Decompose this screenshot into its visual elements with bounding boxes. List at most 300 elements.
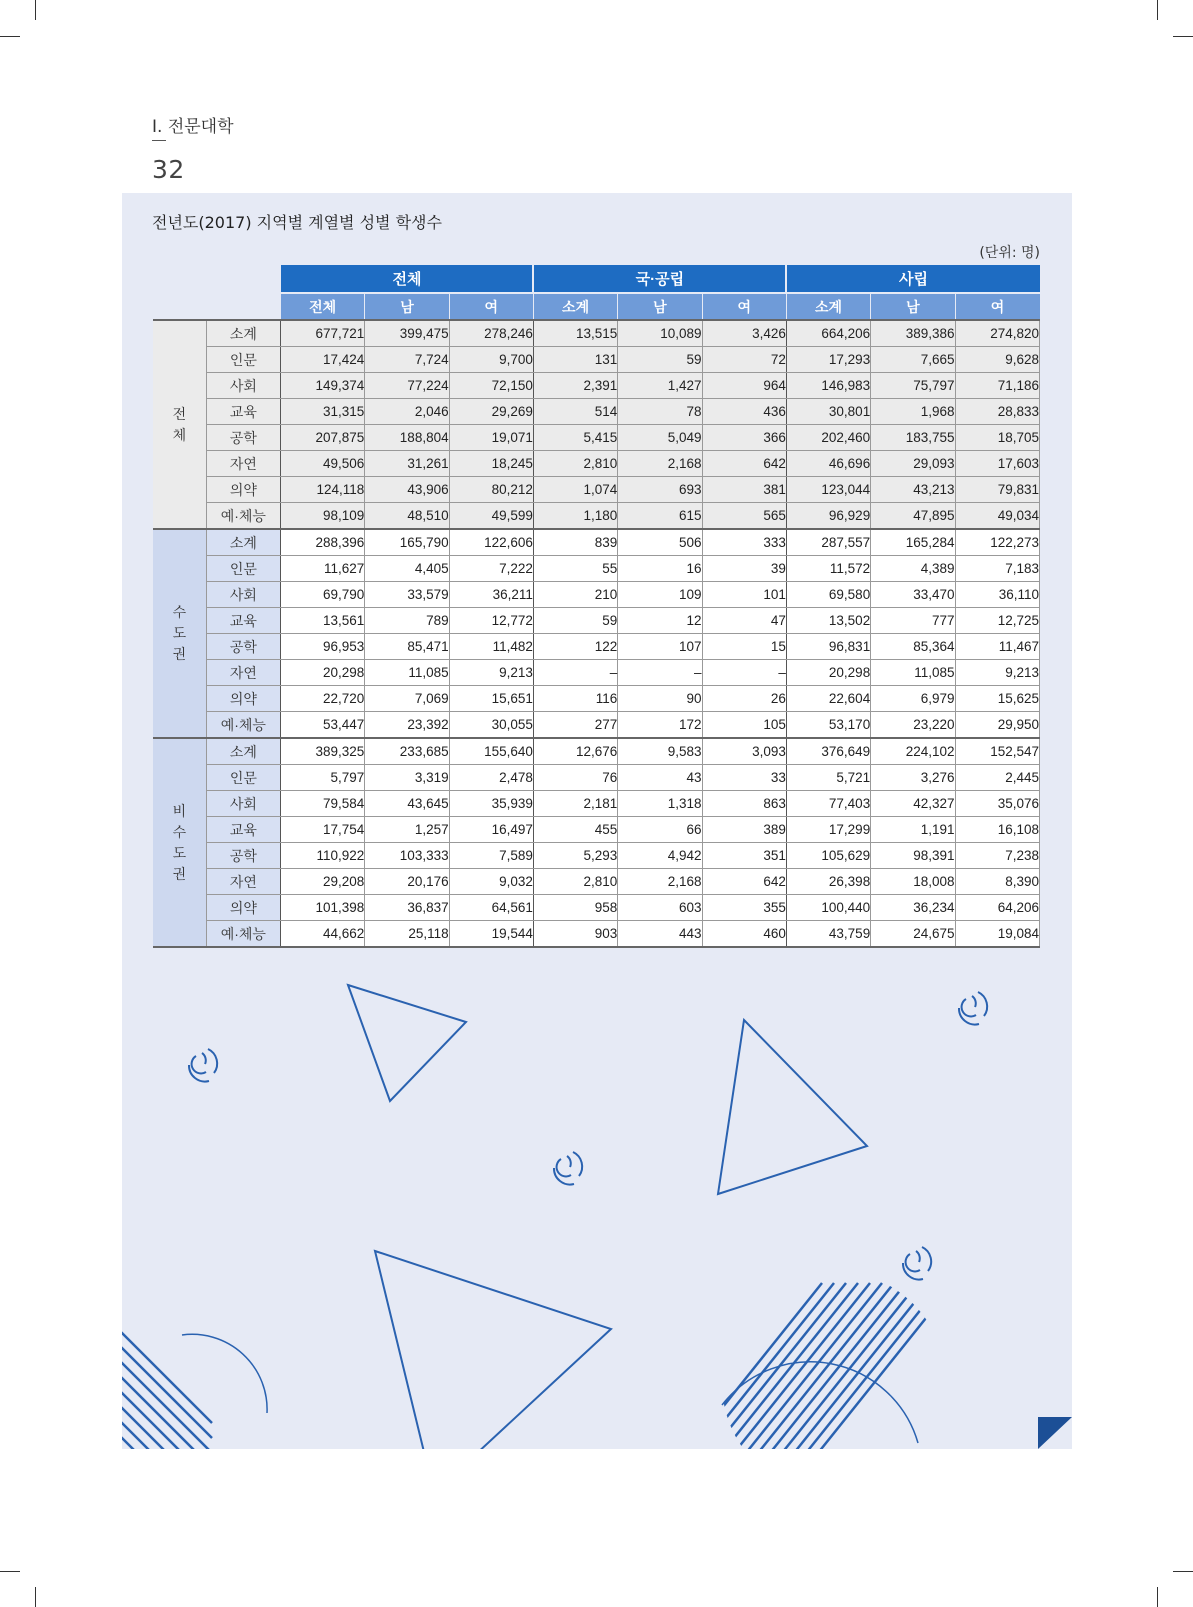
- arc-decoration: [182, 1334, 267, 1413]
- value-cell: 3,426: [702, 320, 786, 347]
- value-cell: 1,180: [533, 503, 617, 530]
- field-label: 예·체능: [206, 921, 280, 948]
- corner-tab: [1038, 1417, 1072, 1449]
- value-cell: 677,721: [280, 320, 364, 347]
- group-header: 사립: [786, 265, 1039, 293]
- crop-mark: [1173, 1571, 1193, 1572]
- field-label: 자연: [206, 869, 280, 895]
- sub-header: 여: [449, 293, 533, 320]
- value-cell: 22,720: [280, 686, 364, 712]
- value-cell: 101: [702, 582, 786, 608]
- value-cell: 274,820: [955, 320, 1039, 347]
- value-cell: 66: [618, 817, 702, 843]
- value-cell: 460: [702, 921, 786, 948]
- sub-header: 여: [702, 293, 786, 320]
- table-row: [153, 634, 1040, 660]
- value-cell: 7,665: [871, 347, 955, 373]
- value-cell: 76: [533, 765, 617, 791]
- sub-header: 소계: [786, 293, 870, 320]
- value-cell: 77,403: [786, 791, 870, 817]
- value-cell: 7,183: [955, 556, 1039, 582]
- value-cell: 110,922: [280, 843, 364, 869]
- field-label: 사회: [206, 791, 280, 817]
- value-cell: 9,583: [618, 738, 702, 765]
- value-cell: 80,212: [449, 477, 533, 503]
- value-cell: 188,804: [365, 425, 449, 451]
- value-cell: 903: [533, 921, 617, 948]
- value-cell: 43,213: [871, 477, 955, 503]
- sub-header: 여: [955, 293, 1039, 320]
- value-cell: 85,471: [365, 634, 449, 660]
- value-cell: 90: [618, 686, 702, 712]
- value-cell: 75,797: [871, 373, 955, 399]
- value-cell: 33,579: [365, 582, 449, 608]
- value-cell: 355: [702, 895, 786, 921]
- table-row: [153, 817, 1040, 843]
- value-cell: 19,084: [955, 921, 1039, 948]
- value-cell: 233,685: [365, 738, 449, 765]
- field-label: 예·체능: [206, 712, 280, 739]
- sub-header: 소계: [533, 293, 617, 320]
- value-cell: 26,398: [786, 869, 870, 895]
- value-cell: 55: [533, 556, 617, 582]
- value-cell: 389,325: [280, 738, 364, 765]
- value-cell: 693: [618, 477, 702, 503]
- region-label-char: 비: [172, 802, 187, 819]
- value-cell: 7,069: [365, 686, 449, 712]
- value-cell: 789: [365, 608, 449, 634]
- value-cell: 64,561: [449, 895, 533, 921]
- value-cell: 642: [702, 451, 786, 477]
- value-cell: 2,168: [618, 451, 702, 477]
- value-cell: 19,544: [449, 921, 533, 948]
- value-cell: 183,755: [871, 425, 955, 451]
- value-cell: 59: [618, 347, 702, 373]
- value-cell: 18,705: [955, 425, 1039, 451]
- value-cell: 506: [618, 529, 702, 556]
- sub-header: 남: [365, 293, 449, 320]
- value-cell: 12: [618, 608, 702, 634]
- region-label-char: 수: [172, 823, 187, 840]
- region-label-char: 체: [172, 426, 187, 443]
- crop-mark: [1157, 0, 1158, 20]
- region-label-char: 권: [172, 865, 187, 882]
- value-cell: 9,628: [955, 347, 1039, 373]
- field-label: 의약: [206, 477, 280, 503]
- value-cell: 69,580: [786, 582, 870, 608]
- value-cell: 122,273: [955, 529, 1039, 556]
- crop-mark: [1173, 36, 1193, 37]
- value-cell: 123,044: [786, 477, 870, 503]
- value-cell: 49,034: [955, 503, 1039, 530]
- value-cell: 15: [702, 634, 786, 660]
- value-cell: 131: [533, 347, 617, 373]
- value-cell: 47: [702, 608, 786, 634]
- field-label: 의약: [206, 895, 280, 921]
- value-cell: 3,319: [365, 765, 449, 791]
- value-cell: 85,364: [871, 634, 955, 660]
- value-cell: 17,603: [955, 451, 1039, 477]
- value-cell: 389: [702, 817, 786, 843]
- swirl-icon: [959, 992, 987, 1025]
- page-number: 32: [152, 155, 185, 184]
- value-cell: 29,269: [449, 399, 533, 425]
- value-cell: 28,833: [955, 399, 1039, 425]
- value-cell: 36,110: [955, 582, 1039, 608]
- value-cell: 1,968: [871, 399, 955, 425]
- swirl-icon: [903, 1247, 931, 1280]
- value-cell: 351: [702, 843, 786, 869]
- value-cell: 33: [702, 765, 786, 791]
- field-label: 교육: [206, 608, 280, 634]
- value-cell: 8,390: [955, 869, 1039, 895]
- value-cell: 105: [702, 712, 786, 739]
- value-cell: 19,071: [449, 425, 533, 451]
- value-cell: 2,391: [533, 373, 617, 399]
- value-cell: 149,374: [280, 373, 364, 399]
- triangle-shape: [375, 1251, 611, 1449]
- value-cell: 603: [618, 895, 702, 921]
- table-row: [153, 582, 1040, 608]
- value-cell: 20,298: [786, 660, 870, 686]
- value-cell: 381: [702, 477, 786, 503]
- value-cell: 210: [533, 582, 617, 608]
- value-cell: 11,085: [365, 660, 449, 686]
- table-row: [153, 765, 1040, 791]
- value-cell: 11,467: [955, 634, 1039, 660]
- value-cell: 64,206: [955, 895, 1039, 921]
- triangle-shape: [718, 1020, 867, 1194]
- table-title: 전년도(2017) 지역별 계열별 성별 학생수: [152, 213, 442, 232]
- value-cell: 399,475: [365, 320, 449, 347]
- value-cell: 35,076: [955, 791, 1039, 817]
- value-cell: 12,725: [955, 608, 1039, 634]
- value-cell: 78: [618, 399, 702, 425]
- value-cell: 69,790: [280, 582, 364, 608]
- region-label: [153, 320, 206, 529]
- region-label-char: 수: [172, 604, 187, 620]
- sub-header: 전체: [280, 293, 364, 320]
- value-cell: 53,447: [280, 712, 364, 739]
- section-title: Ⅰ. 전문대학: [152, 117, 234, 137]
- value-cell: 36,211: [449, 582, 533, 608]
- value-cell: –: [618, 660, 702, 686]
- value-cell: 436: [702, 399, 786, 425]
- value-cell: 24,675: [871, 921, 955, 948]
- value-cell: 5,293: [533, 843, 617, 869]
- value-cell: 287,557: [786, 529, 870, 556]
- value-cell: 17,293: [786, 347, 870, 373]
- value-cell: 42,327: [871, 791, 955, 817]
- value-cell: 31,315: [280, 399, 364, 425]
- value-cell: 29,093: [871, 451, 955, 477]
- sub-header-row: [153, 293, 1040, 320]
- field-label: 공학: [206, 634, 280, 660]
- value-cell: 11,482: [449, 634, 533, 660]
- value-cell: 101,398: [280, 895, 364, 921]
- value-cell: 4,405: [365, 556, 449, 582]
- value-cell: 17,754: [280, 817, 364, 843]
- value-cell: 79,831: [955, 477, 1039, 503]
- value-cell: 43,906: [365, 477, 449, 503]
- field-label: 예·체능: [206, 503, 280, 530]
- value-cell: 98,109: [280, 503, 364, 530]
- value-cell: 202,460: [786, 425, 870, 451]
- value-cell: 44,662: [280, 921, 364, 948]
- sub-header: 남: [871, 293, 955, 320]
- value-cell: 839: [533, 529, 617, 556]
- value-cell: 30,055: [449, 712, 533, 739]
- value-cell: 207,875: [280, 425, 364, 451]
- value-cell: 155,640: [449, 738, 533, 765]
- value-cell: 10,089: [618, 320, 702, 347]
- value-cell: 1,074: [533, 477, 617, 503]
- value-cell: 20,176: [365, 869, 449, 895]
- table-row: [153, 843, 1040, 869]
- value-cell: 29,950: [955, 712, 1039, 739]
- value-cell: 31,261: [365, 451, 449, 477]
- value-cell: 122: [533, 634, 617, 660]
- value-cell: 7,589: [449, 843, 533, 869]
- value-cell: 514: [533, 399, 617, 425]
- value-cell: 863: [702, 791, 786, 817]
- crop-mark: [0, 36, 20, 37]
- value-cell: 5,721: [786, 765, 870, 791]
- region-label-char: 전: [172, 405, 187, 422]
- value-cell: 443: [618, 921, 702, 948]
- value-cell: 9,032: [449, 869, 533, 895]
- value-cell: 43,645: [365, 791, 449, 817]
- value-cell: 964: [702, 373, 786, 399]
- table-row: [153, 529, 1040, 556]
- value-cell: 3,276: [871, 765, 955, 791]
- value-cell: 36,234: [871, 895, 955, 921]
- value-cell: 5,797: [280, 765, 364, 791]
- value-cell: 152,547: [955, 738, 1039, 765]
- value-cell: 11,572: [786, 556, 870, 582]
- student-table: [153, 265, 1040, 948]
- value-cell: 30,801: [786, 399, 870, 425]
- value-cell: 615: [618, 503, 702, 530]
- value-cell: 17,424: [280, 347, 364, 373]
- table-row: [153, 503, 1040, 530]
- value-cell: 109: [618, 582, 702, 608]
- table-row: [153, 347, 1040, 373]
- table-row: [153, 921, 1040, 948]
- field-label: 교육: [206, 399, 280, 425]
- value-cell: 2,181: [533, 791, 617, 817]
- value-cell: 13,561: [280, 608, 364, 634]
- value-cell: 376,649: [786, 738, 870, 765]
- value-cell: 53,170: [786, 712, 870, 739]
- value-cell: 2,478: [449, 765, 533, 791]
- value-cell: 29,208: [280, 869, 364, 895]
- value-cell: 116: [533, 686, 617, 712]
- table-row: [153, 451, 1040, 477]
- value-cell: 47,895: [871, 503, 955, 530]
- value-cell: 288,396: [280, 529, 364, 556]
- corner-cell: [153, 265, 280, 320]
- table-row: [153, 373, 1040, 399]
- value-cell: 23,392: [365, 712, 449, 739]
- table-row: [153, 712, 1040, 739]
- value-cell: 3,093: [702, 738, 786, 765]
- region-label-char: 권: [172, 646, 187, 662]
- value-cell: 77,224: [365, 373, 449, 399]
- value-cell: 5,049: [618, 425, 702, 451]
- value-cell: 642: [702, 869, 786, 895]
- value-cell: 35,939: [449, 791, 533, 817]
- value-cell: 664,206: [786, 320, 870, 347]
- value-cell: 72,150: [449, 373, 533, 399]
- value-cell: 13,502: [786, 608, 870, 634]
- table-row: [153, 791, 1040, 817]
- header-divider: [152, 140, 166, 141]
- region-label-char: 도: [172, 844, 187, 861]
- value-cell: 6,979: [871, 686, 955, 712]
- value-cell: 455: [533, 817, 617, 843]
- region-label: [153, 529, 206, 738]
- value-cell: 96,929: [786, 503, 870, 530]
- table-row: [153, 895, 1040, 921]
- value-cell: 122,606: [449, 529, 533, 556]
- table-row: [153, 738, 1040, 765]
- sub-header: 남: [618, 293, 702, 320]
- table-row: [153, 556, 1040, 582]
- value-cell: 4,389: [871, 556, 955, 582]
- value-cell: 565: [702, 503, 786, 530]
- value-cell: 165,284: [871, 529, 955, 556]
- value-cell: 1,318: [618, 791, 702, 817]
- value-cell: 96,953: [280, 634, 364, 660]
- value-cell: 43,759: [786, 921, 870, 948]
- field-label: 자연: [206, 451, 280, 477]
- value-cell: 4,942: [618, 843, 702, 869]
- value-cell: 15,625: [955, 686, 1039, 712]
- value-cell: 5,415: [533, 425, 617, 451]
- value-cell: 72: [702, 347, 786, 373]
- swirl-icon: [189, 1049, 217, 1082]
- field-label: 교육: [206, 817, 280, 843]
- value-cell: 2,810: [533, 451, 617, 477]
- field-label: 인문: [206, 347, 280, 373]
- value-cell: 79,584: [280, 791, 364, 817]
- value-cell: 9,213: [955, 660, 1039, 686]
- value-cell: 16: [618, 556, 702, 582]
- value-cell: 366: [702, 425, 786, 451]
- value-cell: 146,983: [786, 373, 870, 399]
- value-cell: 103,333: [365, 843, 449, 869]
- value-cell: 124,118: [280, 477, 364, 503]
- value-cell: 224,102: [871, 738, 955, 765]
- value-cell: 165,790: [365, 529, 449, 556]
- value-cell: 26: [702, 686, 786, 712]
- field-label: 소계: [206, 320, 280, 347]
- value-cell: 12,772: [449, 608, 533, 634]
- value-cell: 33,470: [871, 582, 955, 608]
- value-cell: 1,191: [871, 817, 955, 843]
- field-label: 사회: [206, 373, 280, 399]
- value-cell: 11,627: [280, 556, 364, 582]
- group-header: 전체: [280, 265, 533, 293]
- value-cell: 172: [618, 712, 702, 739]
- field-label: 인문: [206, 556, 280, 582]
- value-cell: 15,651: [449, 686, 533, 712]
- field-label: 인문: [206, 765, 280, 791]
- value-cell: 1,257: [365, 817, 449, 843]
- triangle-shape: [348, 985, 466, 1101]
- swirl-icon: [554, 1152, 582, 1185]
- crop-mark: [0, 1571, 20, 1572]
- value-cell: –: [533, 660, 617, 686]
- value-cell: 2,445: [955, 765, 1039, 791]
- field-label: 소계: [206, 529, 280, 556]
- table-row: [153, 686, 1040, 712]
- value-cell: 7,238: [955, 843, 1039, 869]
- value-cell: 96,831: [786, 634, 870, 660]
- group-header: 국·공립: [533, 265, 786, 293]
- value-cell: 46,696: [786, 451, 870, 477]
- field-label: 자연: [206, 660, 280, 686]
- value-cell: 16,108: [955, 817, 1039, 843]
- value-cell: –: [702, 660, 786, 686]
- value-cell: 278,246: [449, 320, 533, 347]
- value-cell: 22,604: [786, 686, 870, 712]
- region-label: [153, 738, 206, 947]
- crop-mark: [35, 0, 36, 20]
- value-cell: 49,506: [280, 451, 364, 477]
- value-cell: 49,599: [449, 503, 533, 530]
- table-row: [153, 869, 1040, 895]
- value-cell: 16,497: [449, 817, 533, 843]
- region-label-char: 도: [172, 625, 187, 641]
- table-row: [153, 399, 1040, 425]
- field-label: 사회: [206, 582, 280, 608]
- value-cell: 17,299: [786, 817, 870, 843]
- field-label: 의약: [206, 686, 280, 712]
- value-cell: 13,515: [533, 320, 617, 347]
- value-cell: 20,298: [280, 660, 364, 686]
- crop-mark: [1157, 1587, 1158, 1607]
- unit-label: (단위: 명): [979, 245, 1040, 261]
- value-cell: 2,046: [365, 399, 449, 425]
- value-cell: 7,222: [449, 556, 533, 582]
- value-cell: 43: [618, 765, 702, 791]
- table-row: [153, 425, 1040, 451]
- value-cell: 100,440: [786, 895, 870, 921]
- value-cell: 59: [533, 608, 617, 634]
- value-cell: 2,168: [618, 869, 702, 895]
- value-cell: 107: [618, 634, 702, 660]
- field-label: 소계: [206, 738, 280, 765]
- value-cell: 23,220: [871, 712, 955, 739]
- value-cell: 18,008: [871, 869, 955, 895]
- table-row: [153, 608, 1040, 634]
- table-row: [153, 660, 1040, 686]
- value-cell: 18,245: [449, 451, 533, 477]
- hatched-circle: [122, 1273, 212, 1449]
- value-cell: 2,810: [533, 869, 617, 895]
- value-cell: 9,213: [449, 660, 533, 686]
- value-cell: 777: [871, 608, 955, 634]
- value-cell: 36,837: [365, 895, 449, 921]
- value-cell: 389,386: [871, 320, 955, 347]
- value-cell: 48,510: [365, 503, 449, 530]
- value-cell: 39: [702, 556, 786, 582]
- value-cell: 958: [533, 895, 617, 921]
- crop-mark: [35, 1587, 36, 1607]
- table-row: [153, 320, 1040, 347]
